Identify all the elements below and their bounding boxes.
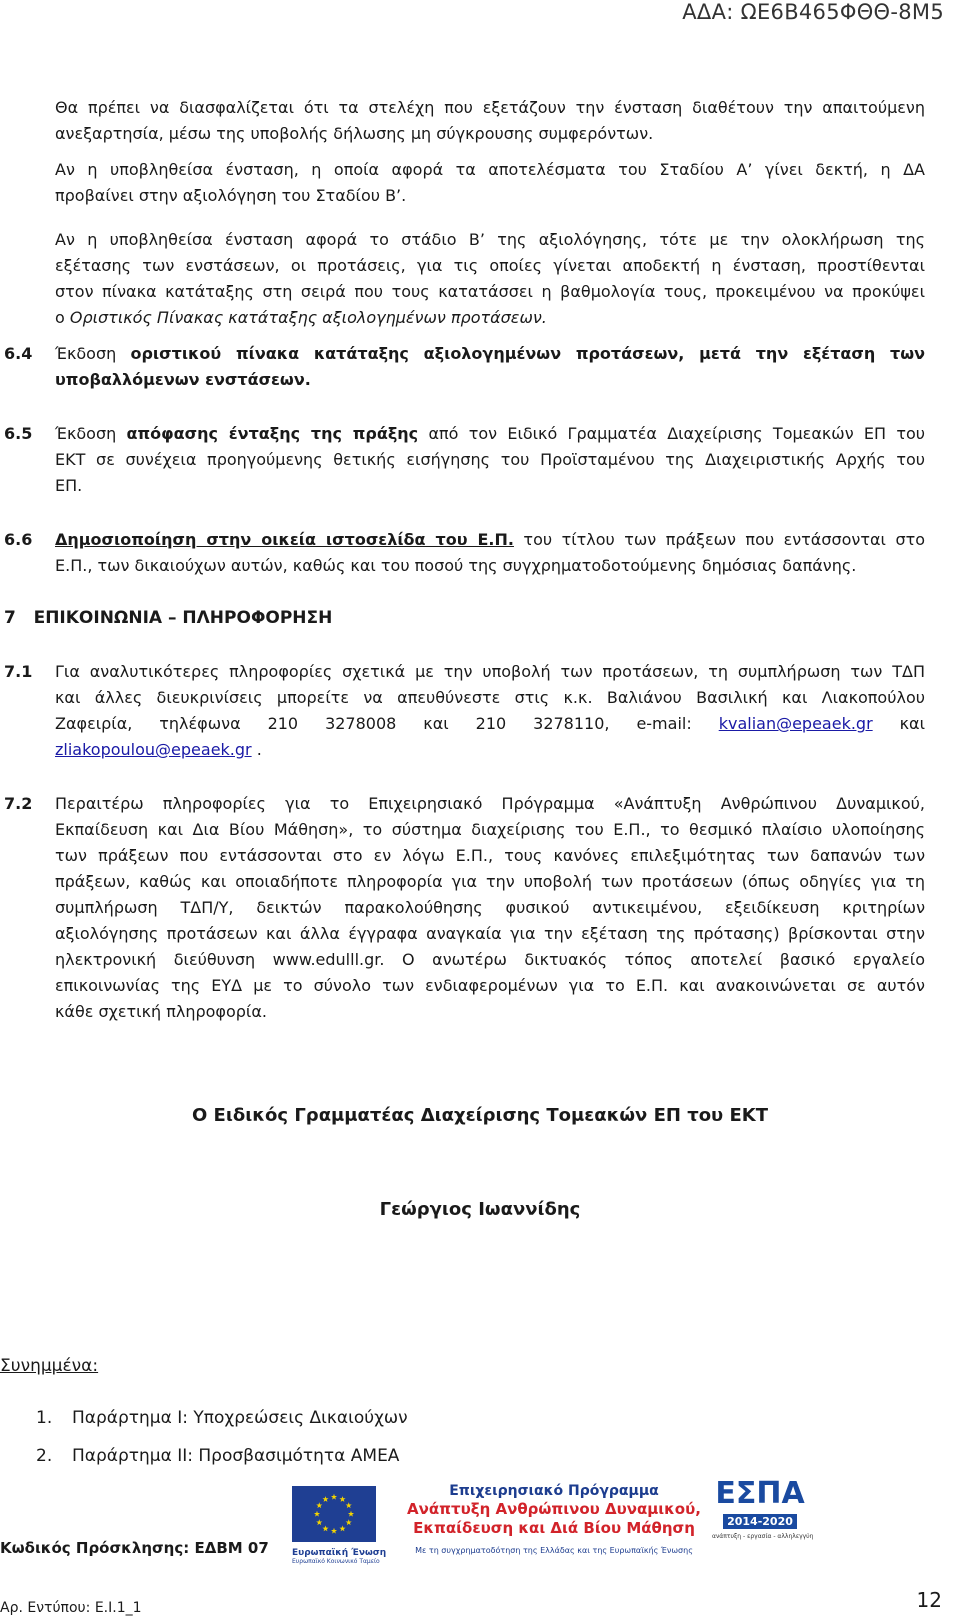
section-line: πράξεων, καθώς και οποιαδήποτε πληροφορία για την υποβολή των προτάσεων (όπως οδηγίες για τη xyxy=(55,872,925,891)
final-ranking-term: Οριστικός Πίνακας κατάταξης αξιολογημένων προτάσεων. xyxy=(69,308,547,327)
section-line xyxy=(55,424,925,444)
attachment-item: Παράρτημα Ι: Υποχρεώσεις Δικαιούχων xyxy=(72,1408,408,1428)
attachments-heading: Συνημμένα: xyxy=(0,1356,99,1376)
section-text: του τίτλου των πράξεων που εντάσσονται στο xyxy=(513,530,926,549)
op-title-line: Εκπαίδευση και Διά Βίου Μάθηση xyxy=(413,1519,695,1537)
section-line xyxy=(55,344,925,364)
section-line: Περαιτέρω πληροφορίες για το Επιχειρησιακό Πρόγραμμα «Ανάπτυξη Ανθρώπινου Δυναμικού, xyxy=(55,794,925,813)
section-bold-text: απόφασης ένταξης της πράξης xyxy=(126,424,419,443)
section-text: Έκδοση xyxy=(55,424,127,443)
section-text: και xyxy=(872,714,926,733)
espa-period: 2014-2020 xyxy=(723,1514,797,1529)
section-line: ΕΚΤ σε συνέχεια προηγούμενης θετικής εισήγησης του Προϊσταμένου της Διαχειριστικής Αρχής του xyxy=(55,450,925,469)
section-line: επικοινωνίας της ΕΥΔ με το σύνολο των ενδιαφερομένων για το Ε.Π. και ανακοινώνεται σε αυτόν xyxy=(55,976,925,995)
paragraph-line: εξέτασης των ενστάσεων, οι προτάσεις, για τις οποίες γίνεται αποδεκτή η ένσταση, προστίθενται xyxy=(55,256,925,275)
section-line: συμπλήρωση ΤΔΠ/Υ, δεικτών παρακολούθησης φυσικού αντικειμένου, εξειδίκευση κριτηρίων xyxy=(55,898,925,917)
section-number: 6.6 xyxy=(4,530,33,549)
section-text: Ζαφειρία, τηλέφωνα 210 3278008 και 210 3278110, e-mail: xyxy=(55,714,719,733)
section-line: ΕΠ. xyxy=(55,476,83,495)
paragraph-line: ανεξαρτησία, μέσω της υποβολής δήλωσης μη σύγκρουσης συμφερόντων. xyxy=(55,124,654,143)
espa-logo xyxy=(712,1476,814,1570)
ada-code: ΑΔΑ: ΩΕ6Β465ΦΘΘ-8Μ5 xyxy=(682,0,944,24)
op-subtitle: Με τη συγχρηματοδότηση της Ελλάδας και της Ευρωπαϊκής Ένωσης xyxy=(415,1546,693,1555)
eu-flag-icon xyxy=(292,1486,376,1542)
eu-logo-label: Ευρωπαϊκή Ένωση xyxy=(292,1548,387,1558)
section-bold-text: Δημοσιοποίηση στην οικεία ιστοσελίδα του Ε.Π. xyxy=(55,530,514,549)
attachment-item-number: 2. xyxy=(36,1446,53,1466)
paragraph-line xyxy=(55,308,547,328)
espa-tagline: ανάπτυξη - εργασία - αλληλεγγύη xyxy=(712,1533,814,1540)
section-text: Έκδοση xyxy=(55,344,131,363)
eu-logo xyxy=(292,1486,387,1568)
section-line xyxy=(55,740,262,760)
attachment-item-number: 1. xyxy=(36,1408,53,1428)
section-number: 7.2 xyxy=(4,794,33,813)
email-link-kvalian[interactable]: kvalian@epeaek.gr xyxy=(718,714,873,733)
section-text: . xyxy=(251,740,262,759)
section-line: κάθε σχετική πληροφορία. xyxy=(55,1002,267,1021)
section-line xyxy=(55,714,925,734)
section-number: 7.1 xyxy=(4,662,33,681)
section-bold-text: οριστικού πίνακα κατάταξης αξιολογημένων προτάσεων, μετά την εξέταση των xyxy=(130,344,925,363)
paragraph-text: ο xyxy=(55,308,70,327)
email-link-zliakopoulou[interactable]: zliakopoulou@epeaek.gr xyxy=(55,740,252,759)
espa-wordmark: ΕΣΠΑ xyxy=(715,1476,805,1511)
form-number: Αρ. Εντύπου: Ε.Ι.1_1 xyxy=(0,1600,142,1616)
call-code: Κωδικός Πρόσκλησης: ΕΔΒΜ 07 xyxy=(0,1539,269,1557)
attachment-item: Παράρτημα ΙΙ: Προσβασιμότητα ΑΜΕΑ xyxy=(72,1446,400,1466)
section-text: από τον Ειδικό Γραμματέα Διαχείρισης Τομεακών ΕΠ του xyxy=(418,424,926,443)
signatory-name: Γεώργιος Ιωαννίδης xyxy=(379,1199,581,1220)
section-line: Για αναλυτικότερες πληροφορίες σχετικά με την υποβολή των προτάσεων, τη συμπλήρωση των ΤΔΠ xyxy=(55,662,925,681)
paragraph-line: στον πίνακα κατάταξης στη σειρά που τους κατατάσσει η βαθμολογία τους, προκειμένου να προκύψει xyxy=(55,282,925,301)
section-line xyxy=(55,530,925,550)
op-title-line: Ανάπτυξη Ανθρώπινου Δυναμικού, xyxy=(407,1500,701,1518)
section-heading: 7 ΕΠΙΚΟΙΝΩΝΙΑ – ΠΛΗΡΟΦΟΡΗΣΗ xyxy=(4,608,333,628)
paragraph-line: Αν η υποβληθείσα ένσταση, η οποία αφορά τα αποτελέσματα του Σταδίου Α’ γίνει δεκτή, η ΔΑ xyxy=(55,160,925,179)
paragraph-line: προβαίνει στην αξιολόγηση του Σταδίου Β’. xyxy=(55,186,407,205)
section-number: 6.4 xyxy=(4,344,33,363)
signatory-title: Ο Ειδικός Γραμματέας Διαχείρισης Τομεακών ΕΠ του ΕΚΤ xyxy=(191,1105,769,1126)
section-line: των πράξεων που εντάσσονται στο εν λόγω Ε.Π., τους κανόνες επιλεξιμότητας των δαπανών των xyxy=(55,846,925,865)
op-logo xyxy=(404,1482,704,1574)
op-title-line: Επιχειρησιακό Πρόγραμμα xyxy=(449,1483,659,1499)
paragraph-line: Αν η υποβληθείσα ένσταση αφορά το στάδιο Β’ της αξιολόγησης, τότε με την ολοκλήρωση της xyxy=(55,230,925,249)
page-number: 12 xyxy=(916,1588,942,1612)
section-line: ηλεκτρονική διεύθυνση www.edulll.gr. Ο ανωτέρω δικτυακός τόπος αποτελεί βασικό εργαλείο xyxy=(55,950,925,969)
section-line: αξιολόγησης προτάσεων και άλλα έγγραφα αναγκαία για την εξέταση της πρότασης) βρίσκονται στην xyxy=(55,924,925,943)
paragraph-line: Θα πρέπει να διασφαλίζεται ότι τα στελέχη που εξετάζουν την ένσταση διαθέτουν την απαιτούμενη xyxy=(55,98,925,117)
section-line: Εκπαίδευση και Δια Βίου Μάθηση», το σύστημα διαχείρισης του Ε.Π., το θεσμικό πλαίσιο υλοποίησης xyxy=(55,820,925,839)
section-number: 6.5 xyxy=(4,424,33,443)
section-line: Ε.Π., των δικαιούχων αυτών, καθώς και του ποσού της συγχρηματοδοτούμενης δημόσιας δαπάνης. xyxy=(55,556,857,575)
eu-logo-sublabel: Ευρωπαϊκό Κοινωνικό Ταμείο xyxy=(292,1558,380,1565)
section-bold-text: υποβαλλόμενων ενστάσεων. xyxy=(55,370,311,389)
section-line: και άλλες διευκρινίσεις μπορείτε να απευθύνεστε στις κ.κ. Βαλιάνου Βασιλική και Λιακοπούλου xyxy=(55,688,925,707)
